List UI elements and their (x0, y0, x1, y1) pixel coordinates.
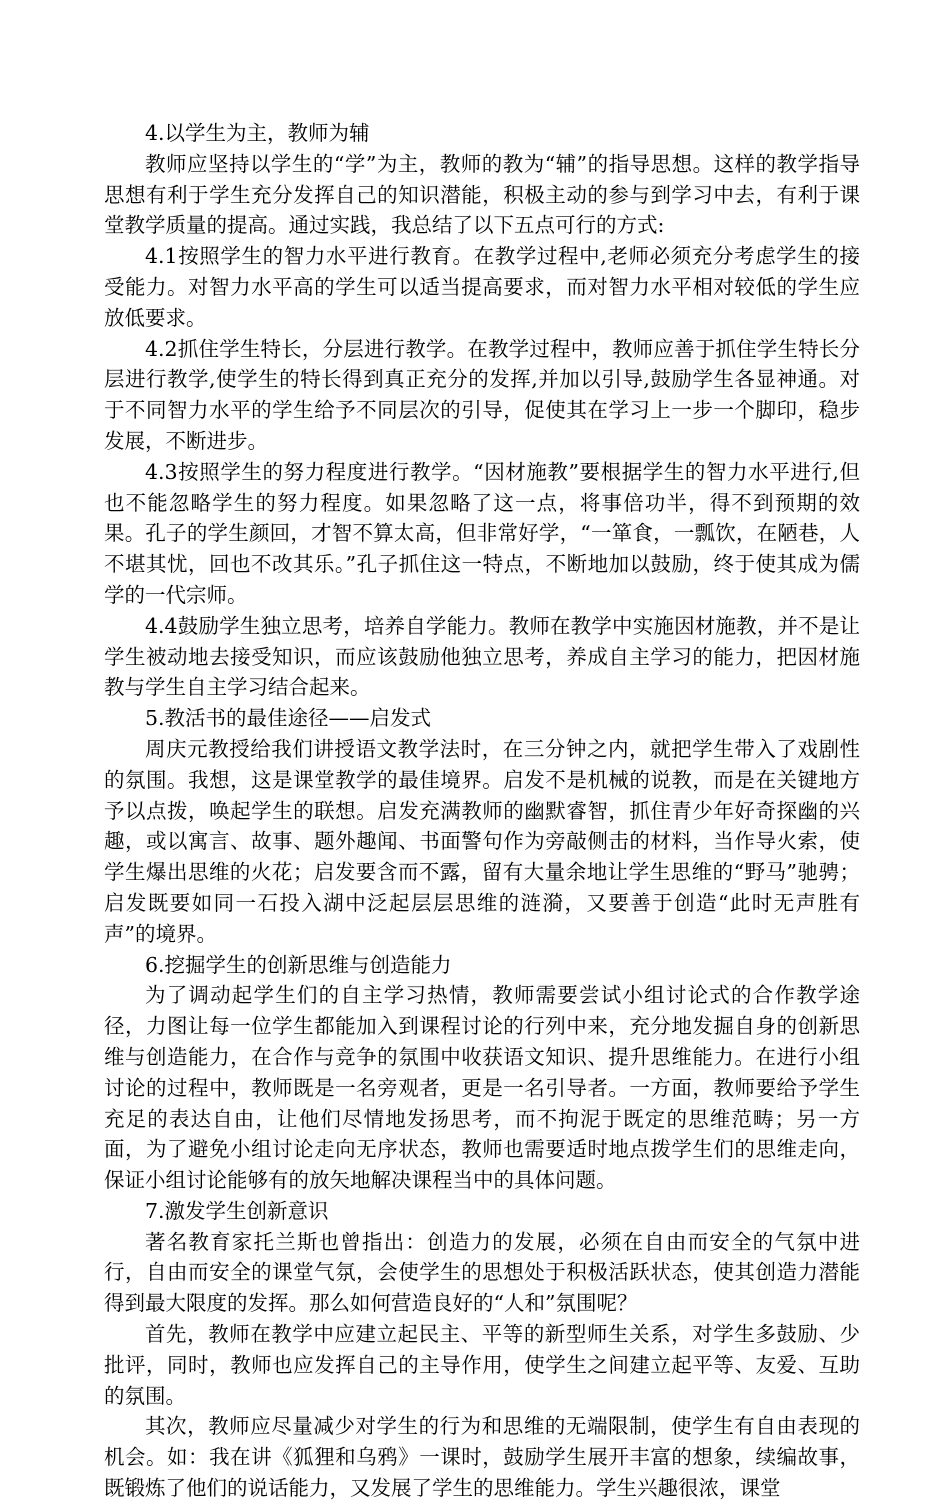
paragraph-4-3: 4.3按照学生的努力程度进行教学。“因材施教”要根据学生的智力水平进行,但也不能忽略学生的努力程度。如果忽略了这一点，将事倍功半，得不到预期的效果。孔子的学生颜回，才智不算太高，但非常好学，“一箪食，一瓢饮，在陋巷，人不堪其忧，回也不改其乐。”孔子抓住这一特点，不断地加以鼓励，终于使其成为儒学的一代宗师。 (104, 459, 860, 607)
paragraph-4-1: 4.1按照学生的智力水平进行教育。在教学过程中,老师必须充分考虑学生的接受能力。对智力水平高的学生可以适当提高要求，而对智力水平相对较低的学生应放低要求。 (104, 244, 860, 330)
heading-6: 6.挖掘学生的创新思维与创造能力 (145, 952, 452, 977)
paragraph-4-2: 4.2抓住学生特长，分层进行教学。在教学过程中，教师应善于抓住学生特长分层进行教学,使学生的特长得到真正充分的发挥,并加以引导,鼓励学生各显神通。对于不同智力水平的学生给予不同层次的引导，促使其在学习上一步一个脚印，稳步发展，不断进步。 (104, 336, 860, 453)
document-page (104, 118, 860, 1504)
heading-5: 5.教活书的最佳途径——启发式 (145, 706, 432, 731)
heading-7: 7.激发学生创新意识 (145, 1198, 329, 1223)
paragraph-4-intro: 教师应坚持以学生的“学”为主，教师的教为“辅”的指导思想。这样的教学指导思想有利于学生充分发挥自己的知识潜能，积极主动的参与到学习中去，有利于课堂教学质量的提高。通过实践，我总结了以下五点可行的方式: (104, 151, 860, 238)
paragraph-6: 为了调动起学生们的自主学习热情，教师需要尝试小组讨论式的合作教学途径，力图让每一位学生都能加入到课程讨论的行列中来，充分地发掘自身的创新思维与创造能力，在合作与竞争的氛围中收获语文知识、提升思维能力。在进行小组讨论的过程中，教师既是一名旁观者，更是一名引导者。一方面，教师要给予学生充足的表达自由，让他们尽情地发扬思考，而不拘泥于既定的思维范畴；另一方面，为了避免小组讨论走向无序状态，教师也需要适时地点拨学生们的思维走向，保证小组讨论能够有的放矢地解决课程当中的具体问题。 (104, 983, 860, 1193)
paragraph-7-intro: 著名教育家托兰斯也曾指出：创造力的发展，必须在自由而安全的气氛中进行，自由而安全的课堂气氛，会使学生的思想处于积极活跃状态，使其创造力潜能得到最大限度的发挥。那么如何营造良好的“人和”氛围呢？ (104, 1229, 860, 1316)
heading-4: 4.以学生为主，教师为辅 (145, 121, 370, 145)
paragraph-5: 周庆元教授给我们讲授语文教学法时，在三分钟之内，就把学生带入了戏剧性的氛围。我想，这是课堂教学的最佳境界。启发不是机械的说教，而是在关键地方予以点拨，唤起学生的联想。启发充满教师的幽默睿智，抓住青少年好奇探幽的兴趣，或以寓言、故事、题外趣闻、书面警句作为旁敲侧击的材料，当作导火索，使学生爆出思维的火花；启发要含而不露，留有大量余地让学生思维的“野马”驰骋；启发既要如同一石投入湖中泛起层层思维的涟漪，又要善于创造“此时无声胜有声”的境界。 (104, 736, 860, 946)
paragraph-7-second: 其次，教师应尽量减少对学生的行为和思维的无端限制，使学生有自由表现的机会。如：我在讲《狐狸和乌鸦》一课时，鼓励学生展开丰富的想象，续编故事，既锻炼了他们的说话能力，又发展了学生的思维能力。学生兴趣很浓，课堂 (104, 1414, 860, 1501)
paragraph-7-first: 首先，教师在教学中应建立起民主、平等的新型师生关系，对学生多鼓励、少批评，同时，教师也应发挥自己的主导作用，使学生之间建立起平等、友爱、互助的氛围。 (104, 1322, 860, 1408)
paragraph-4-4: 4.4鼓励学生独立思考，培养自学能力。教师在教学中实施因材施教，并不是让学生被动地去接受知识，而应该鼓励他独立思考，养成自主学习的能力，把因材施教与学生自主学习结合起来。 (104, 613, 860, 700)
